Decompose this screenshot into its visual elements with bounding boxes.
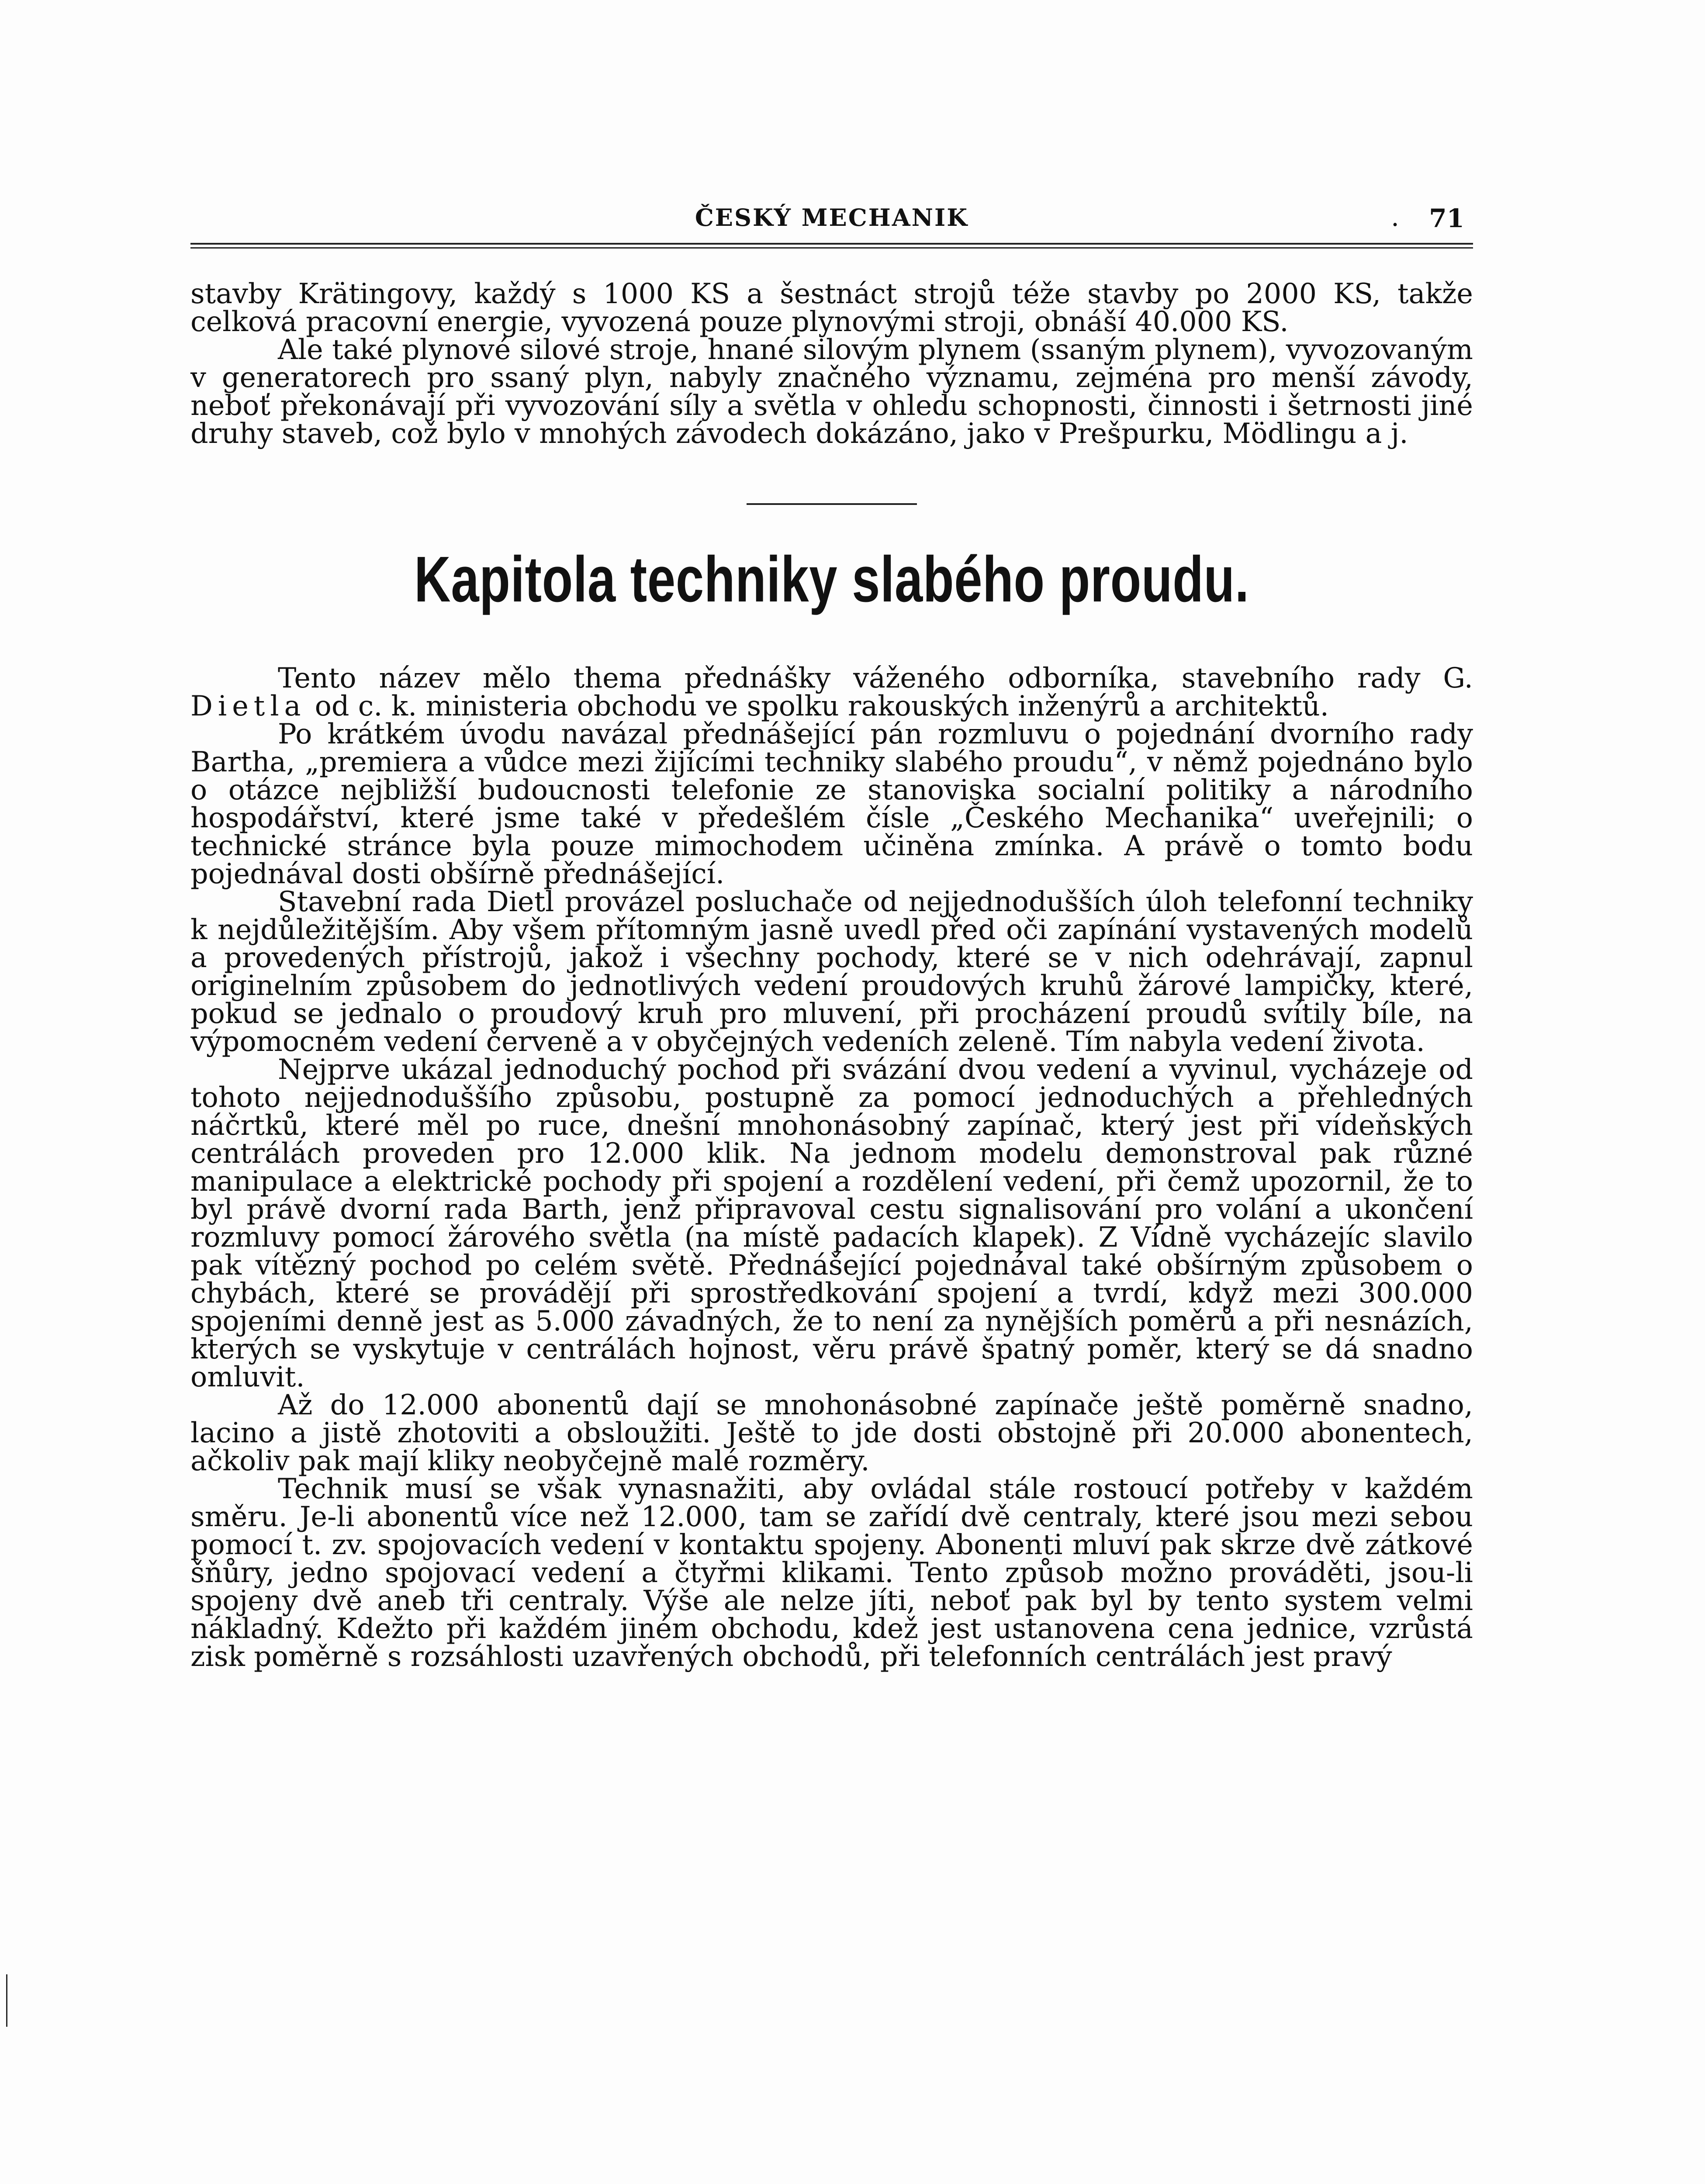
header-rule-double (190, 247, 1473, 249)
paragraph-continued: stavby Krätingovy, každý s 1000 KS a šestnáct strojů téže stavby po 2000 KS, takže celková pracovní energie, vyvozená pouze plynovými stroji, obnáší 40.000 KS. (190, 277, 1473, 338)
section-heading: Kapitola techniky slabého proudu. (414, 543, 1249, 615)
paragraph-first (190, 664, 1473, 720)
margin-mark (0, 1974, 7, 2027)
section-divider (747, 503, 917, 505)
header-dot: . (1391, 202, 1400, 232)
page-body (190, 277, 1473, 1673)
paragraph-text: od c. k. ministeria obchodu ve spolku rakouských inženýrů a (315, 690, 1166, 722)
paragraph: Až do 12.000 abonentů dají se mnohonásobné zapínače ještě poměrně snadno, lacino a jistě zhotoviti a obsloužiti. Ještě to jde dosti obstojně při 20.000 abonentech, ačkoliv pak mají kliky neobyčejně malé rozměry. (190, 1389, 1473, 1477)
header-rule (190, 243, 1473, 245)
paragraph-text: architektů. (1174, 690, 1329, 722)
paragraph: Po krátkém úvodu navázal přednášející pán rozmluvu o pojednání dvorního rady Bartha, „premiera a vůdce mezi žijícími techniky slabého proudu“, v němž pojednáno bylo o otázce nejbližší budoucnosti telefonie ze stanoviska socialní politiky a národního hospodářství, které jsme také v předešlém čísle „Českého Mechanika“ uveřejnili; o technické stránce byla pouze mimochodem učiněna zmínka. A právě o tomto bodu pojednával dosti obšírně přednášející. (190, 718, 1473, 890)
paragraph: Stavební rada Dietl provázel posluchače od nejjednodušších úloh telefonní techniky k nejdůležitějším. Aby všem přítomným jasně uvedl před oči zapínání vystavených modelů a provedených přístrojů, jakož i všechny pochody, které se v nich odehrávají, zapnul originelním způsobem do jednotlivých vedení proudových kruhů žárové lampičky, které, pokud se jednalo o proudový kruh pro mluvení, při procházení proudů svítily bíle, na výpomocném vedení červeně a v obyčejných vedeních zeleně. Tím nabyla vedení života. (190, 885, 1473, 1057)
paragraph: Ale také plynové silové stroje, hnané silovým plynem (ssaným plynem), vyvozovaným v generatorech pro ssaný plyn, nabyly značného významu, zejména pro menší závody, neboť překonávají při vyvozování síly a světla v ohledu schopnosti, činnosti i šetrnosti jiné druhy staveb, což bylo v mnohých závodech dokázáno, jako v Prešpurku, Mödlingu a j. (190, 333, 1473, 449)
paragraph: Nejprve ukázal jednoduchý pochod při svázání dvou vedení a vyvinul, vycházeje od tohoto nejjednoduššího způsobu, postupně za pomocí jednoduchých a přehledných náčrtků, které měl po ruce, dnešní mnohonásobný zapínač, který jest při vídeňských centrálách proveden pro 12.000 klik. Na jednom modelu demonstroval pak různé manipulace a elektrické pochody při spojení a rozdělení vedení, při čemž upozornil, že to byl právě dvorní rada Barth, jenž připravoval cestu signalisování pro volání a ukončení rozmluvy pomocí žárového světla (na místě padacích klapek). Z Vídně vycházejíc slavilo pak vítězný pochod po celém světě. Přednášející pojednával také obšírným způsobem o chybách, které se provádějí při sprostředkování spojení a tvrdí, když mezi 300.000 spojeními denně jest as 5.000 závadných, že to není za nynějších poměrů a při nesnázích, kterých se vyskytuje v centrálách hojnost, věru právě špatný poměr, který se dá snadno omluvit. (190, 1053, 1473, 1393)
paragraph: Technik musí se však vynasnažiti, aby ovládal stále rostoucí potřeby v každém směru. Je-li abonentů více než 12.000, tam se zařídí dvě centraly, které jsou mezi sebou pomocí t. zv. spojovacích vedení v kontaktu spojeny. Abonenti mluví pak skrze dvě zátkové šňůry, jedno spojovací vedení a čtyřmi klikami. Tento způsob možno prováděti, jsou-li spojeny dvě aneb tři centraly. Výše ale nelze jíti, neboť pak byl by tento system velmi nákladný. Kdežto při každém jiném obchodu, kdež jest ustanovena cena jednice, vzrůstá zisk poměrně s rozsáhlosti uzavřených obchodů, při telefonních centrálách jest pravý (190, 1472, 1473, 1673)
person-name-spaced: Dietla (190, 690, 306, 722)
running-header (190, 196, 1473, 248)
running-title: ČESKÝ MECHANIK (695, 204, 969, 232)
page-number: 71 (1429, 204, 1464, 233)
paragraph-text: Tento název mělo thema přednášky váženého odborníka, stavebního rady G. (278, 662, 1473, 694)
